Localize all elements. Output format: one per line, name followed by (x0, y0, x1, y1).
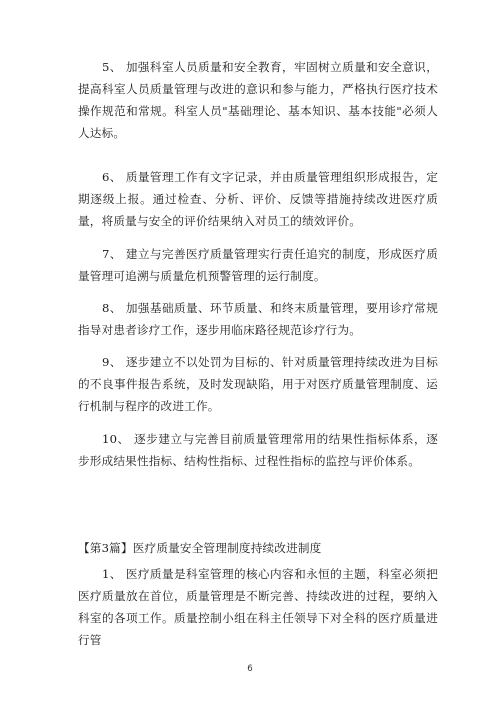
section-heading: 【第3篇】医疗质量安全管理制度持续改进制度 (78, 541, 322, 555)
paragraph-item-9: 9、 逐步建立不以处罚为目标的、针对质量管理持续改进为目标的不良事件报告系统，及时发现缺陷，用于对医疗质量管理制度、运行机制与程序的改进工作。 (78, 355, 438, 413)
paragraph-item-6: 6、 质量管理工作有文字记录，并由质量管理组织形成报告，定期逐级上报。通过检查、分析、评价、反馈等措施持续改进医疗质量，将质量与安全的评价结果纳入对员工的绩效评价。 (78, 170, 438, 228)
paragraph-item-8: 8、 加强基础质量、环节质量、和终末质量管理，要用诊疗常规指导对患者诊疗工作，逐步用临床路径规范诊疗行为。 (78, 301, 438, 337)
paragraph-item-10: 10、 逐步建立与完善目前质量管理常用的结果性指标体系，逐步形成结果性指标、结构性指标、过程性指标的监控与评价体系。 (78, 432, 438, 468)
page-number: 6 (247, 664, 253, 674)
paragraph-item-7: 7、 建立与完善医疗质量管理实行责任追究的制度，形成医疗质量管理可追溯与质量危机预警管理的运行制度。 (78, 247, 438, 283)
section-paragraph-1: 1、 医疗质量是科室管理的核心内容和永恒的主题，科室必须把医疗质量放在首位，质量管理是不断完善、持续改进的过程，要纳入科室的各项工作。质量控制小组在科主任领导下对全科的医疗质量进行管 (78, 567, 438, 647)
paragraph-item-5: 5、 加强科室人员质量和安全教育，牢固树立质量和安全意识，提高科室人员质量管理与改进的意识和参与能力，严格执行医疗技术操作规范和常规。科室人员"基础理论、基本知识、基本技能"必须人人达标。 (78, 60, 438, 140)
